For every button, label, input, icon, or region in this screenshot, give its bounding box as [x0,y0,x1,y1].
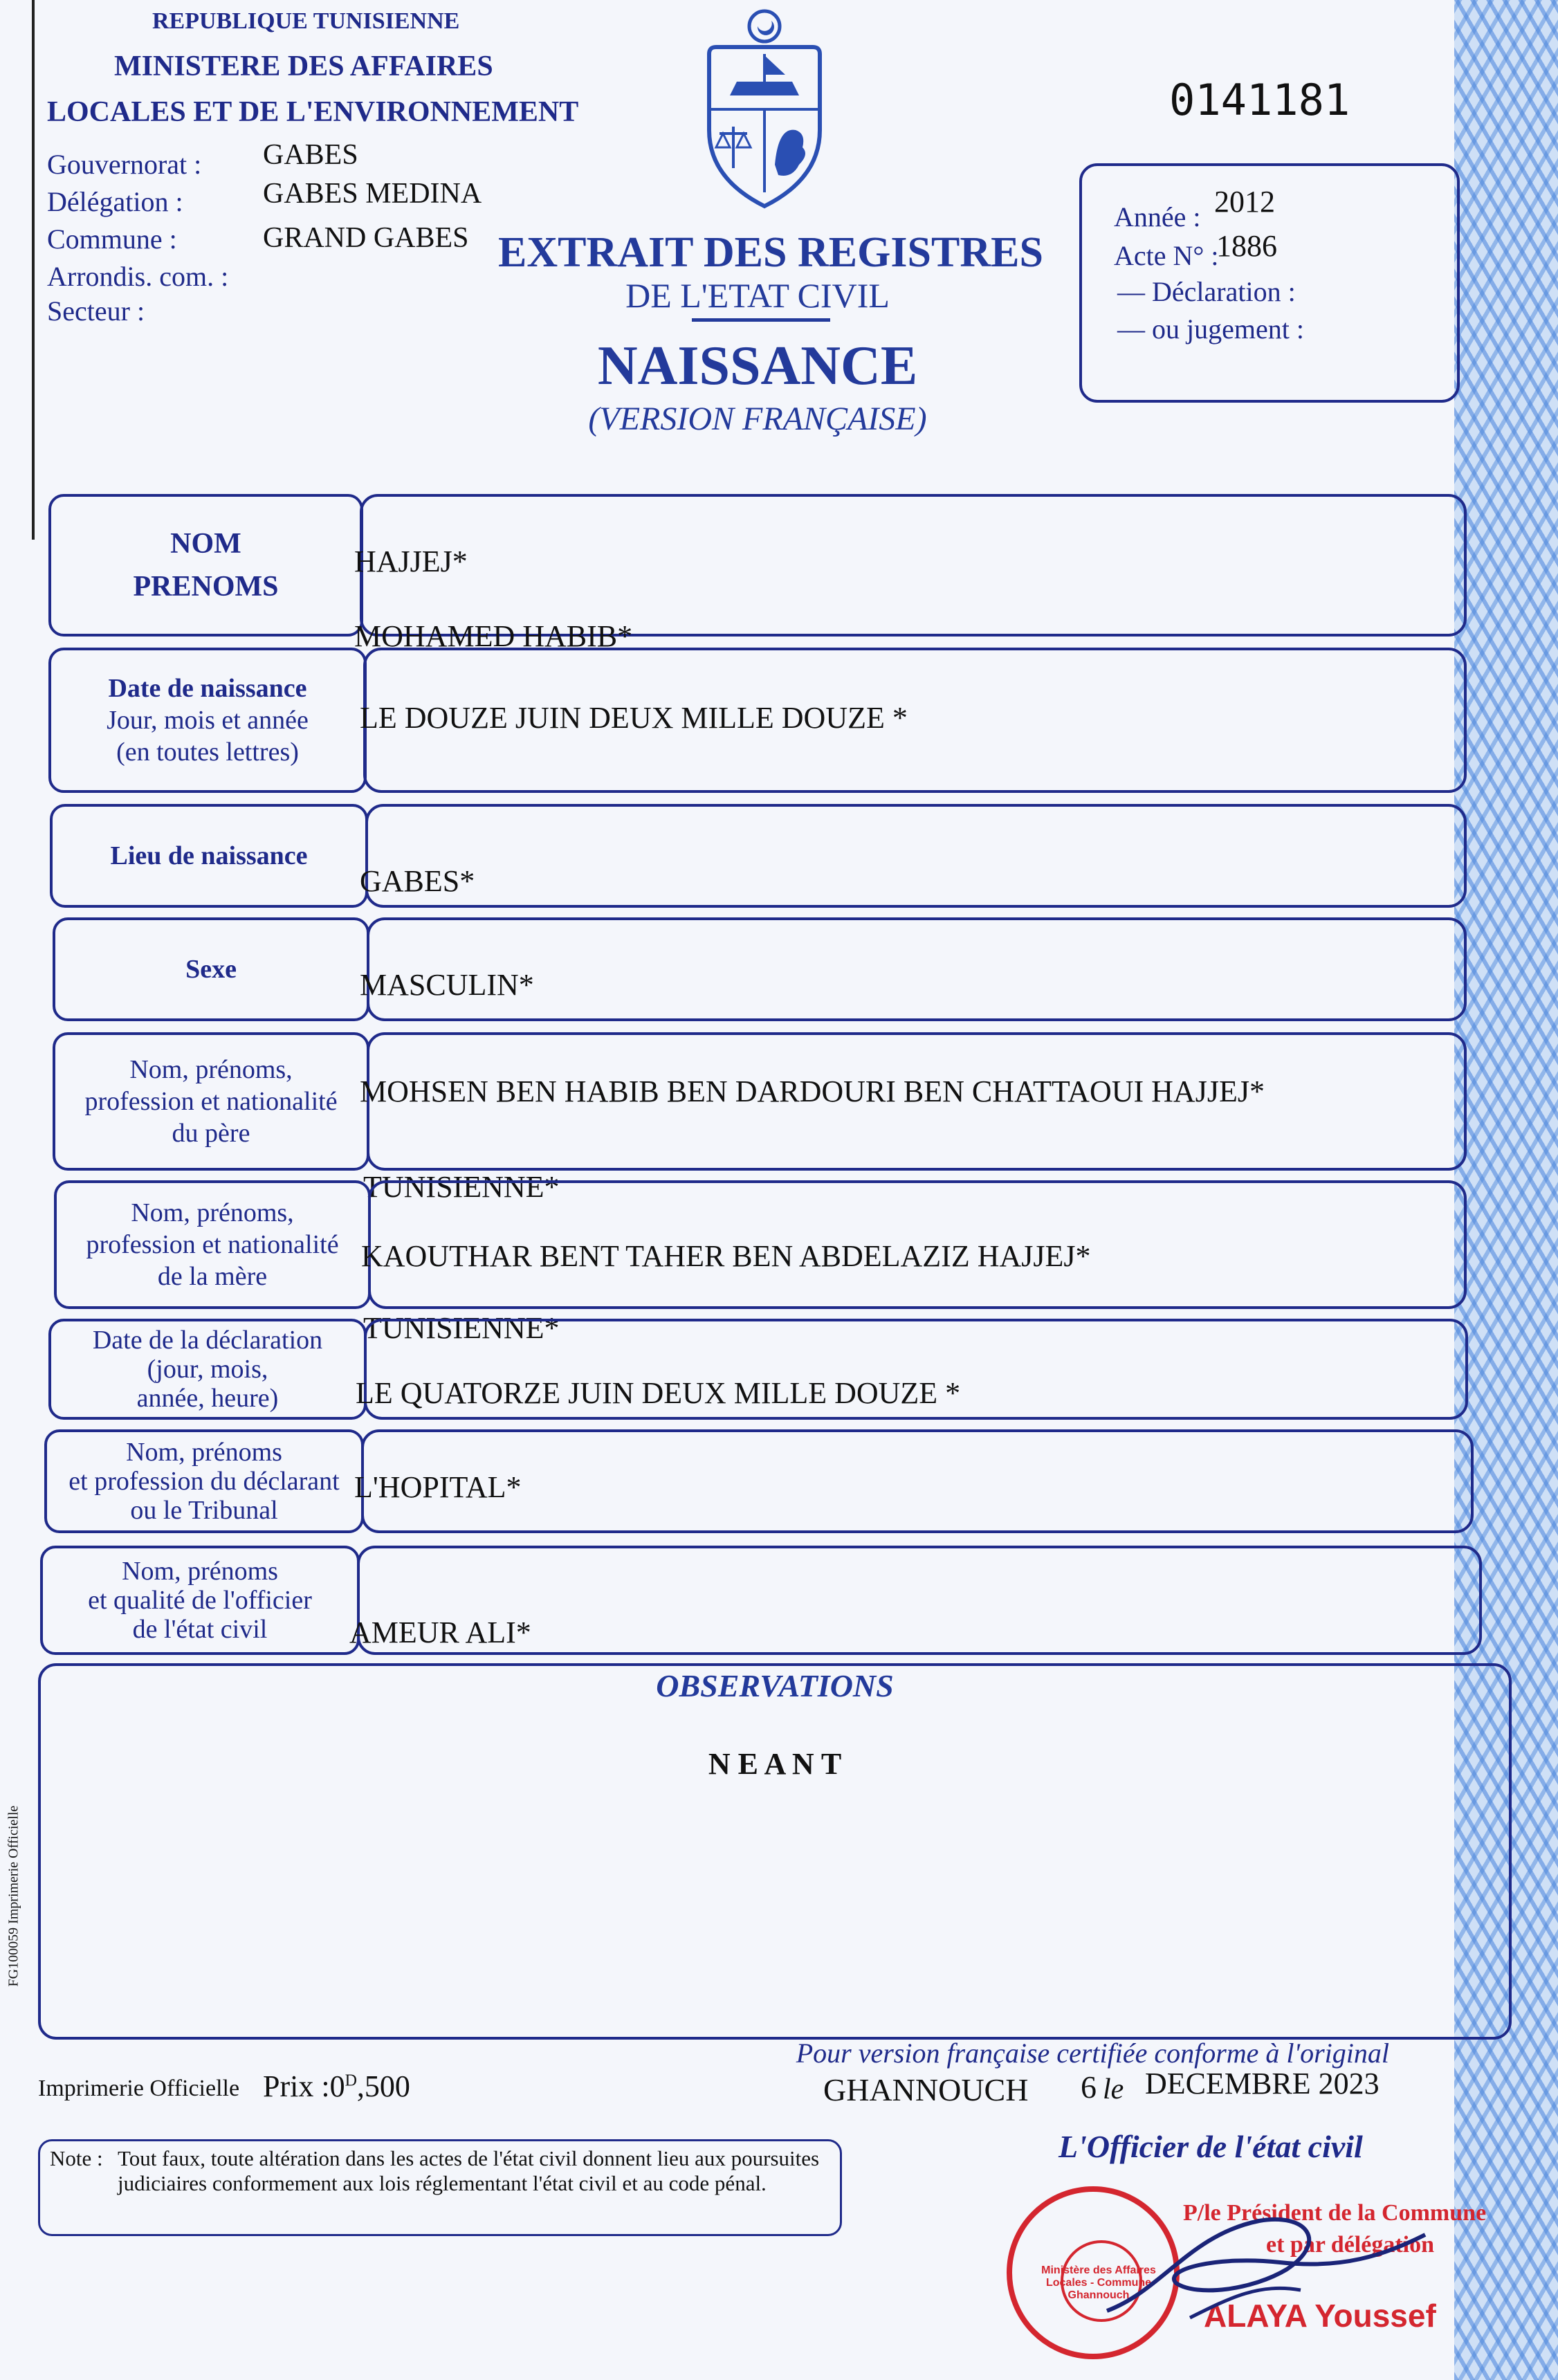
note-text: Tout faux, toute altération dans les actes de l'état civil donnent lieu aux poursuites judiciaires conformement aux lois réglementant l'état civil et au code pénal. [118,2146,820,2195]
officier-value: AMEUR ALI* [349,1615,531,1649]
nom-prenoms-label [48,494,363,637]
date-label-line1: Date de naissance [108,674,307,703]
month-year: DECEMBRE 2023 [1145,2067,1380,2100]
price-label: Prix :0 [263,2069,345,2103]
lieu-naissance-field [365,804,1467,908]
declarant-label-line3: ou le Tribunal [130,1496,278,1525]
price [263,2069,410,2104]
officer-signature [1079,2193,1439,2345]
title-line1: EXTRAIT DES REGISTRES [498,229,1043,276]
side-imprint: FG100059 Imprimerie Officielle [6,1805,21,1987]
sexe-value: MASCULIN* [360,968,534,1002]
seal-text: Ministère des Affaires Locales - Commune Ghannouch [1041,2264,1156,2301]
serial-number: 0141181 [1169,75,1350,125]
left-margin-line [32,0,35,540]
ministry-line1: MINISTERE DES AFFAIRES [114,51,493,82]
annee-label: Année : [1114,201,1201,232]
prenoms-label: PRENOMS [133,571,279,603]
stamp-name: ALAYA Youssef [1204,2298,1436,2334]
nom-label: NOM [170,528,241,560]
country-name: REPUBLIQUE TUNISIENNE [152,8,460,34]
annee-value: 2012 [1214,185,1275,219]
prenom-value: MOHAMED HABIB* [354,619,633,653]
pere-label-line1: Nom, prénoms, [129,1055,293,1084]
commune-value: GRAND GABES [263,222,469,254]
sexe-label-text: Sexe [185,955,237,984]
day: 6 [1081,2069,1097,2105]
note-label: Note : [50,2146,103,2170]
officier-label-line1: Nom, prénoms [122,1557,278,1586]
nom-value: HAJJEJ* [354,544,468,578]
observations-box [38,1663,1512,2040]
declarant-label-line2: et profession du déclarant [68,1467,340,1496]
decl-label-line1: Date de la déclaration [92,1326,323,1355]
mere-label-line3: de la mère [157,1262,268,1291]
gouvernorat-value: GABES [263,139,358,171]
jugement-label: — ou jugement : [1117,313,1304,345]
title-line2: DE L'ETAT CIVIL [625,276,890,315]
declarant-label [44,1429,364,1533]
declarant-label-line1: Nom, prénoms [126,1438,282,1467]
commune-label: Commune : [47,223,177,255]
date-naissance-value: LE DOUZE JUIN DEUX MILLE DOUZE * [360,701,908,735]
mere-value: KAOUTHAR BENT TAHER BEN ABDELAZIZ HAJJEJ* [361,1239,1091,1273]
gouvernorat-label: Gouvernorat : [47,149,202,180]
price-sup: D [345,2071,357,2090]
title-version: (VERSION FRANÇAISE) [588,401,927,437]
acte-value: 1886 [1216,229,1277,263]
officier-label-line2: et qualité de l'officier [88,1586,312,1615]
declaration-date-label [48,1319,367,1420]
mere-label-line2: profession et nationalité [86,1230,339,1259]
officer-title: L'Officier de l'état civil [1058,2129,1363,2164]
declaration-label: — Déclaration : [1117,276,1296,307]
decl-label-line2: (jour, mois, [147,1355,268,1384]
officier-label [40,1546,360,1655]
date-naissance-label [48,648,367,793]
sexe-label [53,917,369,1021]
decl-label-line3: année, heure) [136,1384,279,1413]
stamp-line2: et par délégation [1266,2232,1435,2258]
delegation-label: Délégation : [47,186,183,217]
mere-label [54,1180,371,1309]
declarant-field [361,1429,1474,1533]
lieu-naissance-label [50,804,368,908]
acte-label: Acte N° : [1114,240,1219,271]
observations-value: N E A N T [708,1747,842,1781]
stamp-line1: P/le Président de la Commune [1183,2200,1487,2226]
place: GHANNOUCH [823,2072,1029,2107]
le-word: le [1103,2074,1124,2105]
arrondis-label: Arrondis. com. : [47,261,229,292]
pere-label-line3: du père [172,1119,250,1148]
secteur-label: Secteur : [47,295,145,327]
printer-name: Imprimerie Officielle [38,2076,240,2101]
observations-title: OBSERVATIONS [656,1668,894,1703]
pere-label [53,1032,369,1171]
pere-label-line2: profession et nationalité [84,1087,338,1116]
pere-value: MOHSEN BEN HABIB BEN DARDOURI BEN CHATTAOUI HAJJEJ* [360,1074,1265,1108]
ministry-line2: LOCALES ET DE L'ENVIRONNEMENT [47,96,579,128]
price-value: ,500 [356,2069,410,2103]
date-label-line2: Jour, mois et année [107,706,309,735]
declaration-date-value: LE QUATORZE JUIN DEUX MILLE DOUZE * [356,1376,961,1410]
declarant-value: L'HOPITAL* [354,1470,522,1504]
officier-label-line3: de l'état civil [132,1615,268,1644]
date-label-line3: (en toutes lettres) [116,738,299,767]
pere-nationalite: TUNISIENNE* [363,1170,560,1204]
coat-of-arms-emblem [695,6,834,213]
mere-nationalite: TUNISIENNE* [363,1311,560,1345]
certified-text: Pour version française certifiée conforme à l'original [796,2038,1389,2069]
nom-prenoms-field [360,494,1467,637]
delegation-value: GABES MEDINA [263,178,482,210]
lieu-naissance-value: GABES* [360,864,475,898]
mere-label-line1: Nom, prénoms, [131,1198,294,1227]
title-underline [692,318,830,322]
title-main: NAISSANCE [597,336,918,396]
lieu-label-text: Lieu de naissance [110,841,308,870]
